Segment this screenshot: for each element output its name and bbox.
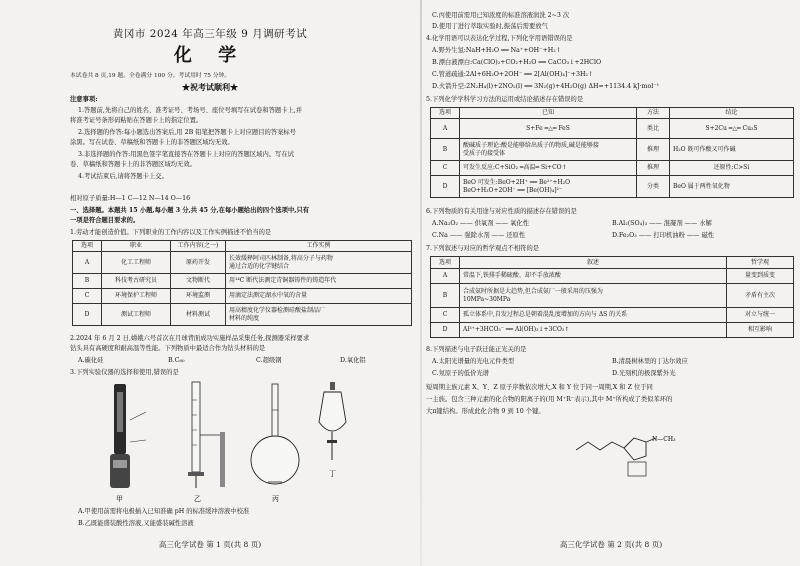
- note-line: 卷、草稿纸和答题卡上的非答题区域均无效。: [70, 161, 196, 168]
- q5-cell: D: [431, 176, 460, 198]
- q1-cell: 原药开发: [171, 252, 226, 274]
- table-row: [73, 252, 412, 274]
- label-ding: 丁: [329, 470, 336, 478]
- ph-electrode-icon: [110, 384, 146, 488]
- q5-cell-line: 受质子的接受体: [463, 149, 506, 157]
- q4-option-b: B.漂白液漂白:Ca(ClO)₂+CO₂+H₂O ══ CaCO₃↓+2HClO: [432, 59, 602, 66]
- exam-info: 本试卷共 8 页,19 题。全卷满分 100 分。考试用时 75 分钟。: [70, 73, 231, 79]
- q1-cell: 用¹⁴C 断代法测定青铜器铸件的铸造年代: [226, 274, 412, 289]
- q6-option-a: A.Na₂O₂ —— 供氧剂 —— 氧化性: [432, 220, 529, 227]
- exam-title: 黄冈市 2024 年高三年级 9 月调研考试: [112, 28, 308, 40]
- q1-cell-line: 材料的纯度: [229, 314, 260, 322]
- q7-cell: [460, 284, 727, 308]
- separatory-funnel-icon: [319, 382, 346, 460]
- q5-header: 已知: [460, 108, 637, 119]
- q2-option-a: A.碳化硅: [78, 357, 104, 364]
- subject-title: 化 学: [173, 45, 247, 66]
- q7-cell: B: [431, 284, 460, 308]
- q5-cell: A: [431, 119, 460, 139]
- q2-option-c: C.超级钢: [256, 357, 282, 364]
- q5-cell: 可发生反应:C+SiO₂ ═高温═ Si+CO↑: [460, 161, 637, 176]
- q7-cell-line: 10MPa~30MPa: [463, 295, 511, 303]
- q1-cell: D: [73, 304, 102, 326]
- q5-header: 结论: [670, 108, 794, 119]
- q4-option-c: C.管道疏通:2Al+6H₂O+2OH⁻ ══ 2[Al(OH)₄]⁻+3H₂↑: [432, 71, 594, 78]
- table-row: [431, 119, 794, 139]
- q1-cell: 文物断代: [171, 274, 226, 289]
- q2-option-d: D.氧化铝: [340, 357, 366, 364]
- q5-cell: 分类: [637, 176, 670, 198]
- q7-cell: 相互影响: [727, 323, 794, 338]
- q7-cell: 矛盾有主次: [727, 284, 794, 308]
- table-row: [73, 304, 412, 326]
- q5-cell: B: [431, 139, 460, 161]
- q1-cell: B: [73, 274, 102, 289]
- q7-table: [430, 256, 794, 338]
- section-one-heading-cont: 一项是符合题目要求的。: [70, 217, 140, 224]
- table-row: [431, 139, 794, 161]
- q5-table: [430, 107, 794, 198]
- label-yi: 乙: [194, 495, 201, 503]
- table-row: [73, 274, 412, 289]
- question-6: 6.下列物质的有关用途与对应性质的描述存在错误的是: [426, 208, 577, 215]
- q4-option-d: D.火箭升空:2N₂H₄(l)+2NO₂(l) ══ 3N₂(g)+4H₂O(g) ΔH=+1134.4 kJ·mol⁻¹: [432, 83, 660, 90]
- table-row: [431, 308, 794, 323]
- atomic-masses: 相对原子质量:H—1 C—12 N—14 O—16: [70, 195, 191, 202]
- q5-cell: 还原性:C>Si: [670, 161, 794, 176]
- footer-right: 高三化学试卷 第 2 页(共 8 页): [559, 540, 663, 549]
- q4-option-a: A.野外生氢:NaH+H₂O ══ Na⁺+OH⁻+H₂↑: [432, 47, 562, 54]
- q1-cell: A: [73, 252, 102, 274]
- q7-header: 选项: [431, 257, 460, 269]
- table-row: [431, 176, 794, 198]
- note-line: 2.选择题的作答:每小题选出答案后,用 2B 铅笔把答题卡上对应题目的答案标号: [78, 129, 296, 136]
- page-right: [422, 0, 800, 566]
- q6-option-b: B.Al₂(SO₄)₃ —— 混凝剂 —— 水解: [612, 220, 712, 227]
- question-2-cont: 钻头具有高硬度和耐高温等性能。下列物质中最适合作为钻头材料的是: [70, 345, 266, 352]
- q5-cell: [460, 176, 637, 198]
- q5-cell-line: 酸碱质子理论:酸是能够给出质子的物质,碱是能够接: [463, 141, 599, 149]
- q6-option-d: D.Fe₂O₃ —— 打印机油粉 —— 磁性: [612, 232, 715, 239]
- question-9-line: 短周期主族元素 X、Y、Z 原子序数依次增大,X 和 Y 位于同一周期,X 和 Z 位于同: [426, 384, 653, 391]
- q2-option-b: B.C₆₀: [168, 357, 185, 364]
- q1-cell: 化工工程师: [102, 252, 171, 274]
- q3-apparatus-figure: [100, 380, 360, 505]
- q5-cell: C: [431, 161, 460, 176]
- q1-cell: C: [73, 289, 102, 304]
- structure-label: N—CH₃: [652, 436, 676, 443]
- note-line: 涂黑。写在试卷、草稿纸和答题卡上的非答题区域均无效。: [70, 139, 234, 146]
- note-line: 3.非选择题的作答:用黑色签字笔直接答在答题卡上对应的答题区域内。写在试: [78, 151, 294, 158]
- q7-cell: C: [431, 308, 460, 323]
- q7-cell: A: [431, 269, 460, 284]
- label-jia: 甲: [116, 495, 123, 503]
- q3-option-c: C.丙使用前需用已知浓度的标准溶液润洗 2~3 次: [432, 12, 570, 19]
- q1-cell: 科技考古研究员: [102, 274, 171, 289]
- q8-option-c: C.氖原子的低价光谱: [432, 370, 489, 377]
- q1-cell: 用滴定法测定湖水中氧的含量: [226, 289, 412, 304]
- q1-header: 工作实例: [226, 241, 412, 252]
- q1-cell: [226, 252, 412, 274]
- question-1: 1.劳动才能创造价值。下列职业的工作内容以及工作实例描述不恰当的是: [70, 229, 272, 236]
- q5-cell: BeO 属于两性氧化物: [670, 176, 794, 198]
- q1-table: [72, 240, 412, 326]
- q7-cell: Al³⁺+3HCO₃⁻ ══ Al(OH)₃↓+3CO₂↑: [460, 323, 727, 338]
- notes-title: 注意事项:: [70, 96, 98, 103]
- q5-cell-line: BeO+H₂O+2OH⁻ ══ [Be(OH)₄]²⁻: [463, 186, 563, 194]
- q8-option-d: D.光刻机的极深紫外光: [612, 370, 676, 377]
- q7-cell: 常温下,铁排手稀硫酸、却不手放浓酸: [460, 269, 727, 284]
- note-line: 将准考证号条形码粘贴在答题卡上的指定位置。: [70, 117, 203, 124]
- question-8: 8.下列描述与电子跃迁能正光关的是: [426, 346, 527, 353]
- q5-cell: [460, 139, 637, 161]
- table-row: [73, 289, 412, 304]
- structural-formula-figure: [572, 420, 692, 480]
- q8-option-a: A.太阳光谱量的光电元件类型: [432, 358, 515, 365]
- q1-cell: 环境保护工程师: [102, 289, 171, 304]
- q7-cell: D: [431, 323, 460, 338]
- q1-cell-line: 通过合适的化学键结合: [229, 262, 290, 270]
- q1-cell: 环境监测: [171, 289, 226, 304]
- q5-cell: S+2Cu ═△═ Cu₂S: [670, 119, 794, 139]
- q1-cell: 测试工程师: [102, 304, 171, 326]
- question-3: 3.下列实验仪器的选择和使用,错误的是: [70, 369, 179, 376]
- q5-header: 方法: [637, 108, 670, 119]
- q1-header: 工作内容(之一): [171, 241, 226, 252]
- table-row: [431, 284, 794, 308]
- question-7: 7.下列叙述与对应的哲学观点不相符的是: [426, 245, 540, 252]
- q3-option-a: A.甲使用前需将电极插入已知准确 pH 的标准缓冲溶液中校准: [78, 508, 250, 515]
- q1-cell-line: 长效缓释阿司匹林制备,将高分子与药物: [229, 254, 333, 262]
- table-row: [431, 323, 794, 338]
- q5-cell: 类比: [637, 119, 670, 139]
- burette-icon: [188, 382, 225, 488]
- footer-left: 高三化学试卷 第 1 页(共 8 页): [158, 540, 262, 549]
- q7-header: 哲学观: [727, 257, 794, 269]
- q1-header: 选项: [73, 241, 102, 252]
- q8-option-b: B.清晨树林里的丁达尔效应: [612, 358, 688, 365]
- q5-cell-line: BeO 可发生:BeO+2H⁺ ══ Be²⁺+H₂O: [463, 178, 571, 186]
- q5-cell: S+Fe ═△═ FeS: [460, 119, 637, 139]
- q7-cell-line: 合成氨时所据是大趋势,但合成氨厂一般采用的压强为: [463, 287, 603, 295]
- banner: ★祝考试顺利★: [182, 82, 238, 92]
- q6-option-c: C.Na —— 强除水剂 —— 还原性: [432, 232, 526, 239]
- q5-cell: H₂O 既可作酸又可作碱: [670, 139, 794, 161]
- section-one-heading: 一、选择题。本题共 15 小题,每小题 3 分,共 45 分,在每小题给出的四个选项中,只有: [70, 207, 310, 214]
- q7-header: 叙述: [460, 257, 727, 269]
- q3-option-b: B.乙既能盛装酸性溶液,又能盛装碱性溶液: [78, 520, 194, 527]
- table-row: [431, 161, 794, 176]
- question-2: 2.2024 年 6 月 2 日,嫦娥六号首次在月球背面成功实施样品采集任务,探测器采样要求: [70, 335, 310, 342]
- q1-header: 职业: [102, 241, 171, 252]
- q7-cell: 量变到质变: [727, 269, 794, 284]
- q7-cell: 孤立体系中,自发过程总是朝着混乱度增加的方向与 ΔS 的关系: [460, 308, 727, 323]
- table-row: [431, 269, 794, 284]
- label-bing: 丙: [272, 495, 279, 503]
- q7-cell: 对立与统一: [727, 308, 794, 323]
- question-5: 5.下列化学学科学习方法的运用或结论描述存在错误的是: [426, 96, 584, 103]
- volumetric-flask-icon: [251, 384, 299, 484]
- question-4: 4.化学用语可以表达化学过程,下列化学用语错误的是: [426, 35, 573, 42]
- q1-cell: [226, 304, 412, 326]
- note-line: 1.答题前,先将自己的姓名、准考证号、考场号、座位号填写在试卷和答题卡上,并: [78, 107, 303, 114]
- q5-header: 选项: [431, 108, 460, 119]
- q1-cell-line: 用高精度化学仪器检测硅酸盐制品厂: [229, 306, 326, 314]
- q5-cell: 推理: [637, 139, 670, 161]
- q5-cell: 推理: [637, 161, 670, 176]
- question-9-line: 大π键结构。形成此化合物 9 到 10 个键。: [426, 408, 545, 415]
- q3-option-d: D.使用丁进行萃取实验时,振荡后需要放气: [432, 23, 548, 30]
- question-9-line: 一主族。包含三种元素的化合物的阳离子的(用 M⁺R⁻表示),其中 M⁺所构成了类似苯环的: [426, 396, 673, 403]
- q1-cell: 材料测试: [171, 304, 226, 326]
- note-line: 4.考试结束后,请将答题卡上交。: [78, 173, 168, 180]
